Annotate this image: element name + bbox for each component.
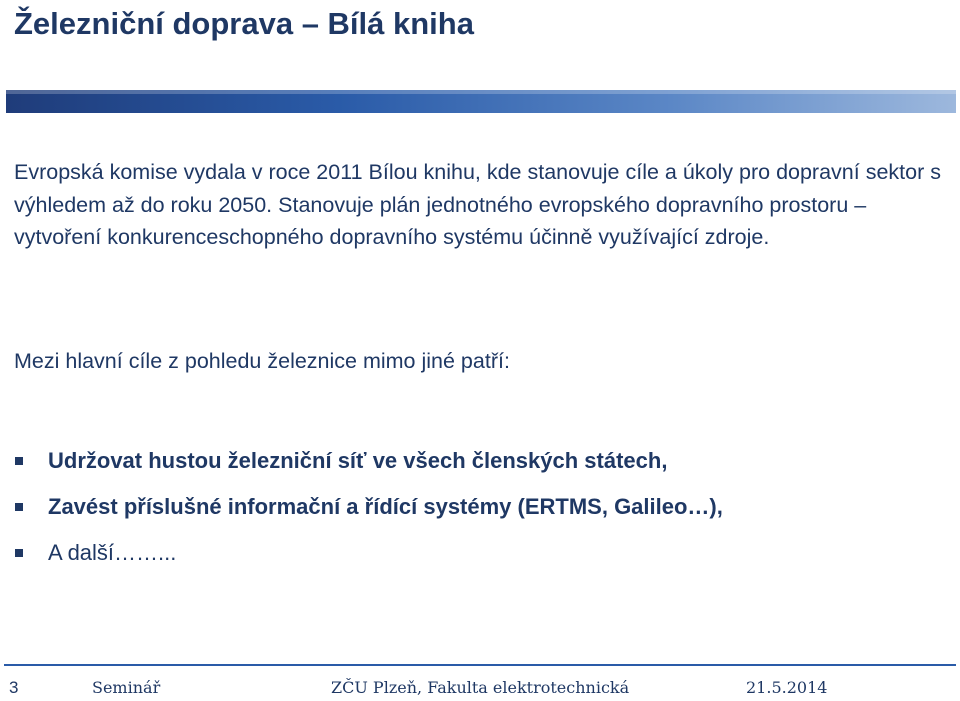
title-underline-bar <box>6 90 956 113</box>
bullet-item-others <box>14 530 949 576</box>
footer-seminar-label: Seminář <box>92 678 161 697</box>
goals-intro-paragraph: Mezi hlavní cíle z pohledu železnice mimo jiné patří: <box>14 349 510 373</box>
bullet-text: Zavést příslušné informační a řídící systémy (ERTMS, Galileo…), <box>48 494 723 519</box>
bullet-item-information-systems <box>14 484 949 530</box>
square-bullet-icon <box>15 457 23 465</box>
goals-bullet-list <box>14 438 949 576</box>
page-number: 3 <box>9 678 19 697</box>
slide-title: Železniční doprava – Bílá kniha <box>14 6 474 41</box>
footer-divider <box>4 664 956 666</box>
footer-institute-label: ZČU Plzeň, Fakulta elektrotechnická <box>331 678 630 697</box>
bullet-text: Udržovat hustou železniční síť ve všech členských státech, <box>48 448 668 473</box>
footer-date: 21.5.2014 <box>746 678 828 697</box>
title-bar-highlight <box>6 90 956 94</box>
square-bullet-icon <box>15 549 23 557</box>
square-bullet-icon <box>15 503 23 511</box>
intro-paragraph: Evropská komise vydala v roce 2011 Bílou knihu, kde stanovuje cíle a úkoly pro dopravní sektor s výhledem až do roku 2050. Stanovuje plán jednotného evropského dopravního prostoru – vytvoření konkurenceschopného dopravního systému účinně využívající zdroje. <box>14 160 941 249</box>
bullet-item-rail-network <box>14 438 949 484</box>
bullet-text: A další……... <box>48 540 177 565</box>
